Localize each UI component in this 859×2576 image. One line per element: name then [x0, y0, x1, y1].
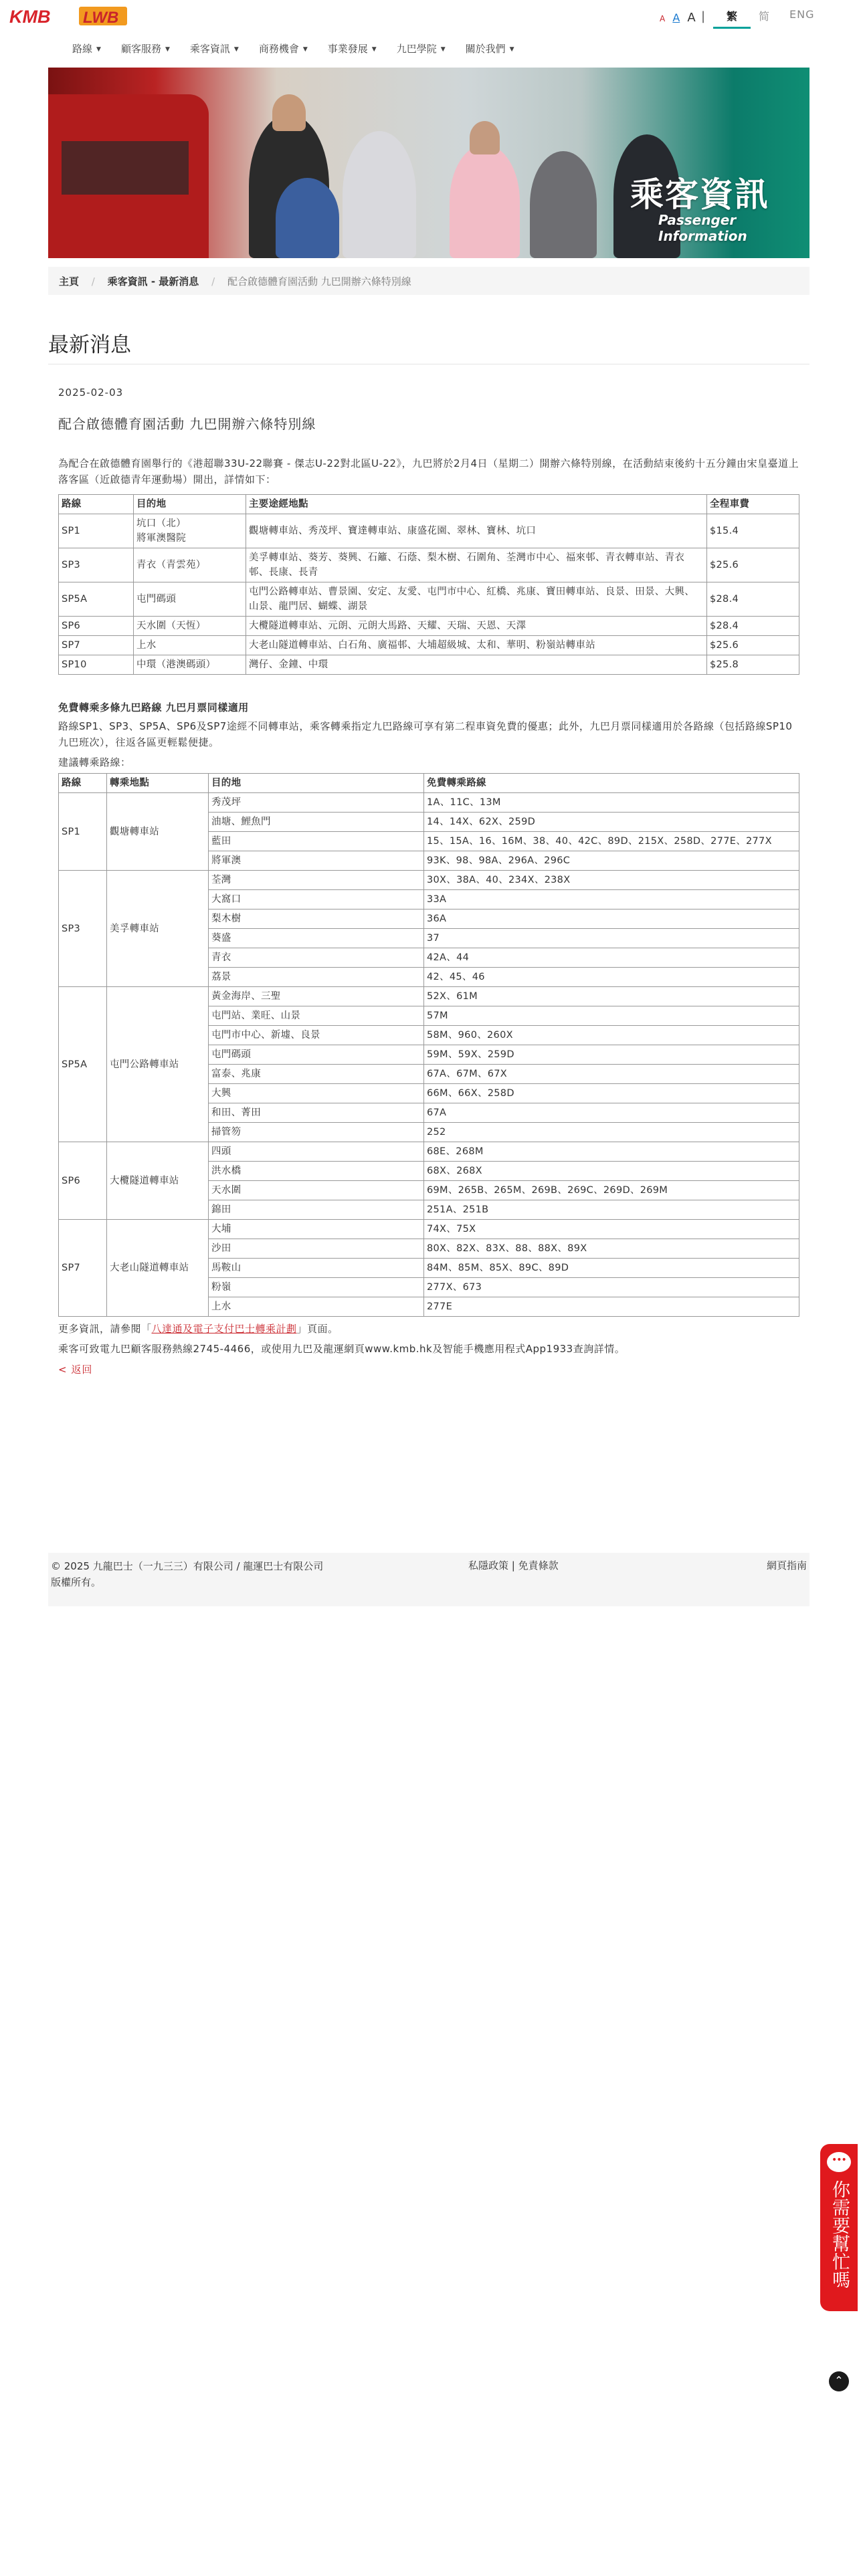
- help-button[interactable]: [820, 2144, 858, 2311]
- free-routes-cell: 93K、98、98A、296A、296C: [424, 851, 799, 871]
- footer-copyright: [51, 1558, 385, 1590]
- breadcrumb-divider: /: [211, 276, 215, 288]
- destination-cell: 四頭: [209, 1142, 424, 1162]
- chevron-down-icon: ▼: [233, 45, 239, 53]
- table-row: [59, 987, 799, 1006]
- nav-routes[interactable]: 路線 ▼: [72, 43, 101, 55]
- lang-english[interactable]: ENG: [789, 8, 815, 21]
- table-cell: 大欖隧道轉車站、元朗、元朗大馬路、天耀、天瑞、天恩、天澤: [246, 617, 707, 636]
- transfer-table: [58, 773, 799, 1317]
- destination-cell: 屯門市中心、新墟、良景: [209, 1026, 424, 1045]
- free-routes-cell: 14、14X、62X、259D: [424, 813, 799, 832]
- free-routes-cell: 52X、61M: [424, 987, 799, 1006]
- table-row: [59, 1220, 799, 1239]
- more-info: [58, 1321, 801, 1337]
- free-routes-cell: 66M、66X、258D: [424, 1084, 799, 1103]
- banner-person: [276, 178, 339, 258]
- breadcrumb-divider: /: [91, 276, 95, 288]
- table-cell: SP5A: [59, 582, 134, 617]
- footer-links: [468, 1558, 559, 1572]
- top-bar: [0, 0, 859, 39]
- nav-business[interactable]: 商務機會 ▼: [258, 43, 308, 55]
- table-cell: 屯門公路轉車站、曹景園、安定、友愛、屯門市中心、紅橋、兆康、寶田轉車站、良景、田景、大興、山景、龍門居、蝴蝶、湖景: [246, 582, 707, 617]
- lang-traditional[interactable]: 繁: [727, 10, 739, 23]
- help-button-label: 你需要幫忙嗎: [829, 2180, 850, 2288]
- table-cell: 觀塘轉車站、秀茂坪、寶達轉車站、康盛花園、翠林、寶林、坑口: [246, 514, 707, 548]
- nav-customer-service[interactable]: 顧客服務 ▼: [120, 43, 170, 55]
- transfer-scheme-link[interactable]: 八達通及電子支付巴士轉乘計劃: [151, 1323, 297, 1335]
- table-row: [59, 514, 799, 548]
- destination-cell: 秀茂坪: [209, 793, 424, 813]
- destination-cell: 荔景: [209, 968, 424, 987]
- table-cell: SP3: [59, 548, 134, 582]
- destination-cell: 天水圍: [209, 1181, 424, 1200]
- disclaimer-link[interactable]: 免責條款: [518, 1560, 559, 1572]
- free-routes-cell: 84M、85M、85X、89C、89D: [424, 1259, 799, 1278]
- banner-bus-illustration: [48, 94, 209, 258]
- free-routes-cell: 30X、38A、40、234X、238X: [424, 871, 799, 890]
- table-cell: $25.8: [707, 655, 799, 675]
- banner-subtitle: Passenger Information: [658, 212, 747, 244]
- interchange-cell: 美孚轉車站: [107, 871, 209, 987]
- font-size-large[interactable]: A: [687, 11, 696, 25]
- table-cell: 中環（港澳碼頭）: [134, 655, 246, 675]
- more-info-prefix: 更多資訊，請參閱「: [58, 1323, 152, 1335]
- transfer-text: 路線SP1、SP3、SP5A、SP6及SP7途經不同轉車站，乘客轉乘指定九巴路線可享有第二程車資免費的優惠；此外，九巴月票同樣適用於各路線（包括路線SP10九巴班次），往返各區更輕鬆便捷。: [58, 720, 793, 748]
- free-routes-cell: 15、15A、16、16M、38、40、42C、89D、215X、258D、277E、277X: [424, 832, 799, 851]
- destination-cell: 馬鞍山: [209, 1259, 424, 1278]
- page-title: 最新消息: [48, 333, 131, 357]
- font-size-medium[interactable]: A: [672, 11, 680, 24]
- free-routes-cell: 42A、44: [424, 948, 799, 968]
- lang-active-indicator: [713, 27, 751, 29]
- transfer-heading: 免費轉乘多條九巴路線 九巴月票同樣適用: [58, 702, 249, 714]
- table-row: [59, 793, 799, 813]
- table-row: [59, 655, 799, 675]
- table-cell: SP6: [59, 617, 134, 636]
- table-row: [59, 1142, 799, 1162]
- interchange-cell: 大老山隧道轉車站: [107, 1220, 209, 1317]
- destination-cell: 沙田: [209, 1239, 424, 1259]
- destination-cell: 黃金海岸、三聖: [209, 987, 424, 1006]
- free-routes-cell: 36A: [424, 909, 799, 929]
- article: [58, 387, 801, 1376]
- free-routes-cell: 57M: [424, 1006, 799, 1026]
- free-routes-cell: 67A、67M、67X: [424, 1065, 799, 1084]
- table-header: 免費轉乘路線: [424, 774, 799, 793]
- back-link[interactable]: < 返回: [58, 1364, 93, 1376]
- free-routes-cell: 68X、268X: [424, 1162, 799, 1181]
- table-cell: SP7: [59, 636, 134, 655]
- free-routes-cell: 252: [424, 1123, 799, 1142]
- route-cell: SP1: [59, 793, 107, 871]
- route-cell: SP3: [59, 871, 107, 987]
- footer: [48, 1553, 809, 1606]
- banner-person: [343, 131, 416, 258]
- destination-cell: 錦田: [209, 1200, 424, 1220]
- svg-text:KMB: KMB: [9, 7, 51, 25]
- free-routes-cell: 1A、11C、13M: [424, 793, 799, 813]
- destination-cell: 屯門碼頭: [209, 1045, 424, 1065]
- chevron-down-icon: ▼: [371, 45, 377, 53]
- font-size-switcher: [660, 11, 700, 25]
- destination-cell: 藍田: [209, 832, 424, 851]
- destination-cell: 梨木樹: [209, 909, 424, 929]
- destination-cell: 荃灣: [209, 871, 424, 890]
- kmb-logo[interactable]: [9, 7, 64, 25]
- table-row: [59, 871, 799, 890]
- contact-info: 乘客可致電九巴顧客服務熱線2745-4466，或使用九巴及龍運網頁www.kmb.hk及智能手機應用程式App1933查詢詳情。: [58, 1343, 626, 1355]
- table-header: 主要途經地點: [246, 495, 707, 514]
- table-header: 目的地: [134, 495, 246, 514]
- free-routes-cell: 68E、268M: [424, 1142, 799, 1162]
- destination-cell: 大興: [209, 1084, 424, 1103]
- banner-person: [470, 121, 500, 154]
- chevron-down-icon: ▼: [440, 45, 446, 53]
- destination-cell: 富泰、兆康: [209, 1065, 424, 1084]
- route-cell: SP5A: [59, 987, 107, 1142]
- destination-cell: 上水: [209, 1297, 424, 1317]
- nav-about[interactable]: 關於我們 ▼: [465, 43, 514, 55]
- rights-text: 版權所有。: [51, 1576, 102, 1588]
- breadcrumb-current: 配合啟德體育園活動 九巴開辦六條特別線: [227, 276, 411, 288]
- table-row: [59, 617, 799, 636]
- lwb-logo[interactable]: [79, 5, 127, 27]
- route-cell: SP6: [59, 1142, 107, 1220]
- free-routes-cell: 33A: [424, 890, 799, 909]
- table-header-row: [59, 774, 799, 793]
- destination-cell: 和田、菁田: [209, 1103, 424, 1123]
- free-routes-cell: 74X、75X: [424, 1220, 799, 1239]
- breadcrumb: [48, 267, 809, 295]
- chevron-down-icon: ▼: [509, 45, 514, 53]
- table-cell: 上水: [134, 636, 246, 655]
- transfer-table-body: [59, 793, 799, 1317]
- table-header: 目的地: [209, 774, 424, 793]
- banner-person: [450, 144, 520, 258]
- table-cell: 天水圍（天恆）: [134, 617, 246, 636]
- suggest-label: 建議轉乘路線：: [58, 756, 131, 768]
- table-cell: $15.4: [707, 514, 799, 548]
- table-header: 轉乘地點: [107, 774, 209, 793]
- free-routes-cell: 42、45、46: [424, 968, 799, 987]
- free-routes-cell: 69M、265B、265M、269B、269C、269D、269M: [424, 1181, 799, 1200]
- main-nav: [72, 41, 535, 58]
- font-size-small[interactable]: A: [660, 14, 666, 23]
- svg-text:LWB: LWB: [83, 9, 119, 27]
- free-routes-cell: 277E: [424, 1297, 799, 1317]
- free-routes-cell: 251A、251B: [424, 1200, 799, 1220]
- table-cell: $28.4: [707, 582, 799, 617]
- table-header: 路線: [59, 495, 134, 514]
- destination-cell: 洪水橋: [209, 1162, 424, 1181]
- breadcrumb-home[interactable]: 主頁: [59, 276, 80, 288]
- chevron-up-icon: ⌃: [834, 2374, 844, 2387]
- free-routes-cell: 37: [424, 929, 799, 948]
- back-to-top-button[interactable]: [829, 2371, 849, 2391]
- table-row: [59, 582, 799, 617]
- destination-cell: 青衣: [209, 948, 424, 968]
- destination-cell: 葵盛: [209, 929, 424, 948]
- hero-banner: [48, 68, 809, 258]
- table-header: 路線: [59, 774, 107, 793]
- special-routes-table: [58, 494, 799, 675]
- table-cell: $28.4: [707, 617, 799, 636]
- breadcrumb-news[interactable]: 乘客資訊 - 最新消息: [107, 276, 199, 288]
- interchange-cell: 觀塘轉車站: [107, 793, 209, 871]
- chevron-down-icon: ▼: [165, 45, 170, 53]
- free-routes-cell: 80X、82X、83X、88、88X、89X: [424, 1239, 799, 1259]
- destination-cell: 掃管笏: [209, 1123, 424, 1142]
- article-date: 2025-02-03: [58, 387, 124, 399]
- table-header-row: [59, 495, 799, 514]
- more-info-suffix: 」頁面。: [296, 1323, 339, 1335]
- table-row: [59, 548, 799, 582]
- nav-career[interactable]: 事業發展 ▼: [327, 43, 377, 55]
- free-routes-cell: 59M、59X、259D: [424, 1045, 799, 1065]
- table-cell: 美孚轉車站、葵芳、葵興、石籬、石蔭、梨木樹、石圍角、荃灣市中心、福來邨、青衣轉車站、青衣邨、長康、長青: [246, 548, 707, 582]
- lang-simplified[interactable]: 简: [759, 10, 771, 23]
- chat-bubble-icon: [827, 2152, 851, 2172]
- nav-academy[interactable]: 九巴學院 ▼: [396, 43, 446, 55]
- free-routes-cell: 277X、673: [424, 1278, 799, 1297]
- interchange-cell: 屯門公路轉車站: [107, 987, 209, 1142]
- banner-person: [530, 151, 597, 258]
- interchange-cell: 大欖隧道轉車站: [107, 1142, 209, 1220]
- free-routes-cell: 67A: [424, 1103, 799, 1123]
- destination-cell: 將軍澳: [209, 851, 424, 871]
- header-separator: |: [701, 9, 706, 23]
- sitemap-link[interactable]: 網頁指南: [766, 1560, 807, 1572]
- free-routes-cell: 58M、960、260X: [424, 1026, 799, 1045]
- route-cell: SP7: [59, 1220, 107, 1317]
- special-routes-body: [59, 514, 799, 675]
- banner-title: 乘客資訊: [630, 175, 769, 214]
- table-cell: 灣仔、金鐘、中環: [246, 655, 707, 675]
- footer-separator: |: [511, 1560, 515, 1572]
- destination-cell: 粉嶺: [209, 1278, 424, 1297]
- destination-cell: 油塘、鯉魚門: [209, 813, 424, 832]
- table-cell: $25.6: [707, 636, 799, 655]
- table-cell: 青衣（青雲苑）: [134, 548, 246, 582]
- nav-passenger-info[interactable]: 乘客資訊 ▼: [189, 43, 239, 55]
- table-header: 全程車費: [707, 495, 799, 514]
- banner-person: [272, 94, 306, 131]
- privacy-link[interactable]: 私隱政策: [468, 1560, 509, 1572]
- destination-cell: 大埔: [209, 1220, 424, 1239]
- table-cell: SP10: [59, 655, 134, 675]
- chevron-down-icon: ▼: [302, 45, 308, 53]
- table-cell: 屯門碼頭: [134, 582, 246, 617]
- chevron-down-icon: ▼: [96, 45, 101, 53]
- article-headline: 配合啟德體育園活動 九巴開辦六條特別線: [58, 416, 316, 432]
- table-cell: 大老山隧道轉車站、白石角、廣福邨、大埔超級城、太和、華明、粉嶺站轉車站: [246, 636, 707, 655]
- destination-cell: 大窩口: [209, 890, 424, 909]
- table-cell: 坑口（北） 將軍澳醫院: [134, 514, 246, 548]
- table-cell: $25.6: [707, 548, 799, 582]
- copyright-text: © 2025 九龍巴士（一九三三）有限公司 / 龍運巴士有限公司: [51, 1560, 324, 1572]
- article-intro: 為配合在啟德體育園舉行的《港超聯33U-22聯賽 - 傑志U-22對北區U-22》，九巴將於2月4日（星期二）開辦六條特別線，在活動結束後約十五分鐘由宋皇臺道上落客區（近啟德青年運動場）開出，詳情如下：: [58, 457, 799, 486]
- destination-cell: 屯門站、業旺、山景: [209, 1006, 424, 1026]
- table-cell: SP1: [59, 514, 134, 548]
- table-row: [59, 636, 799, 655]
